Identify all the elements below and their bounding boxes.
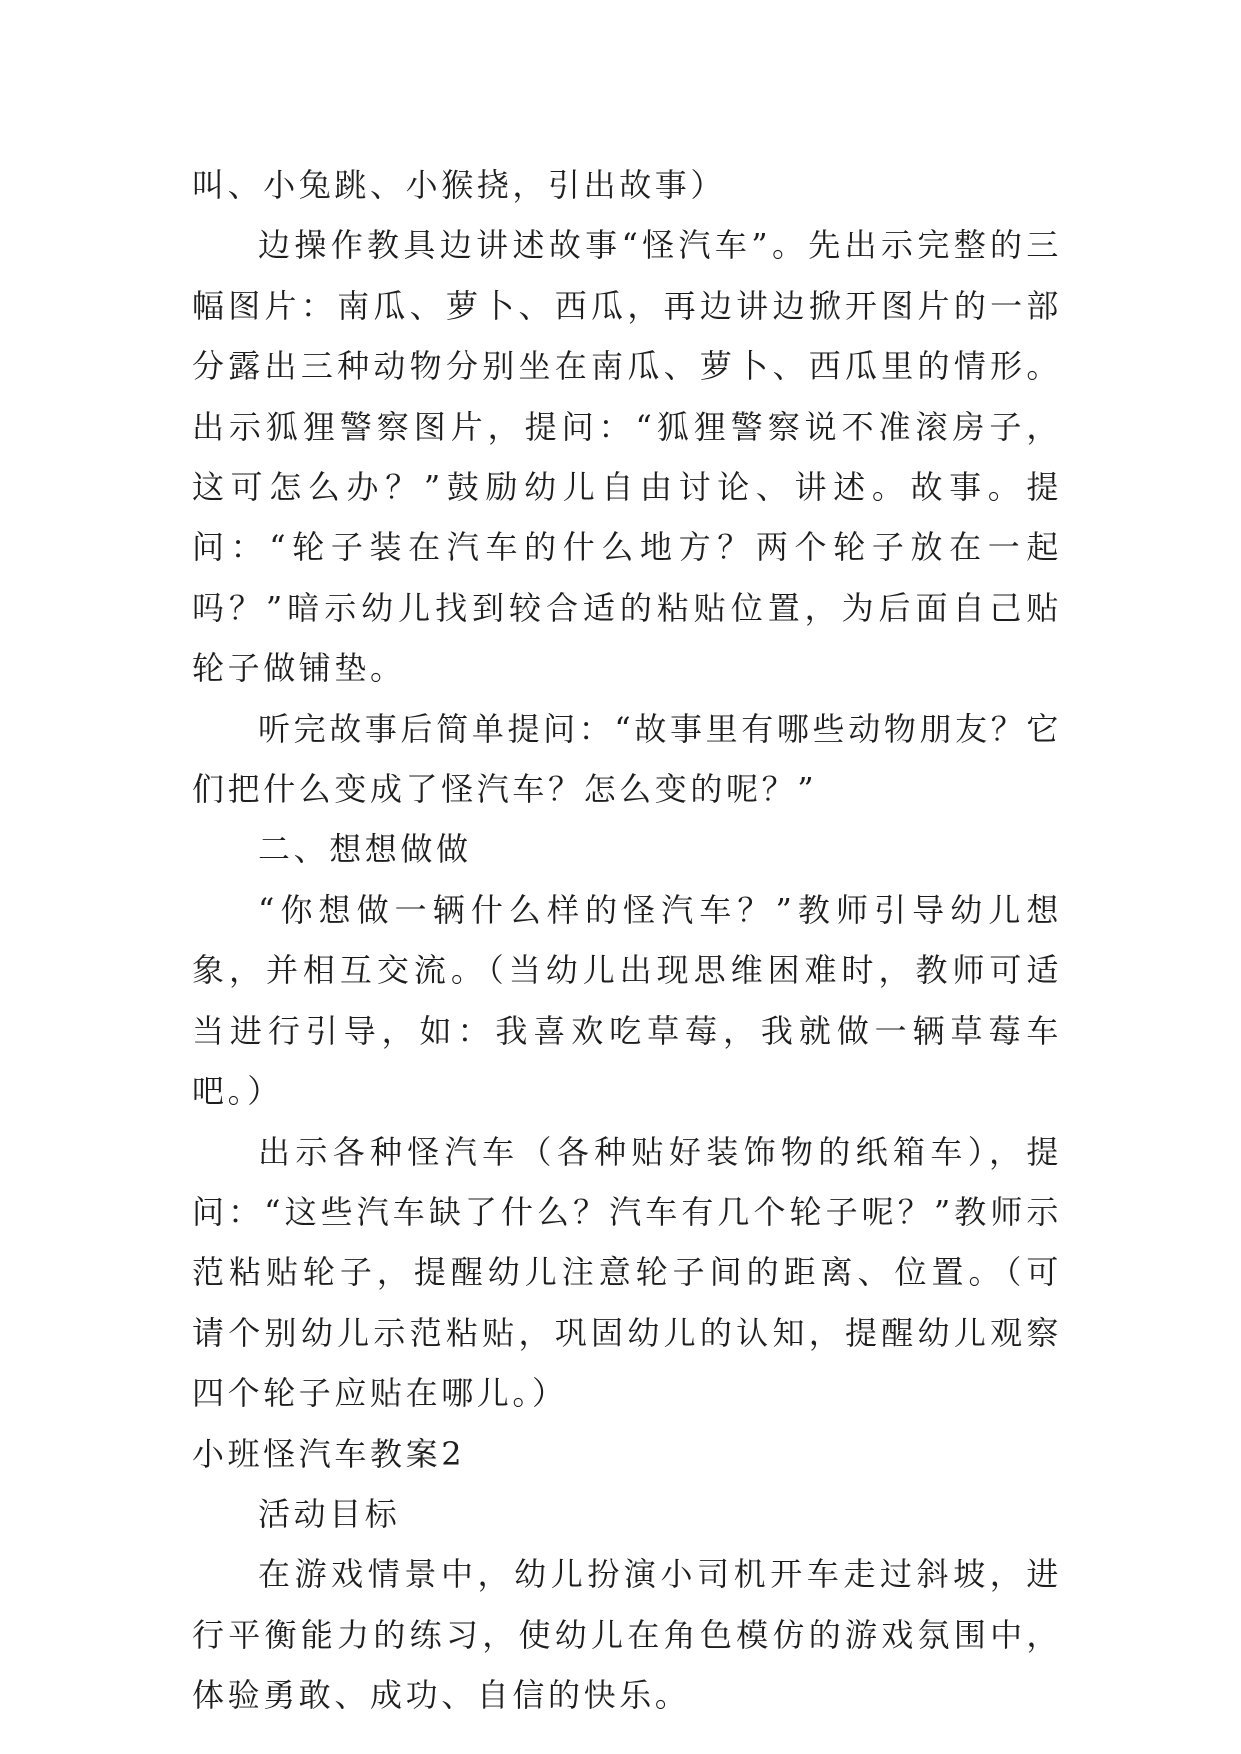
- paragraph-story-telling: 边操作教具边讲述故事“怪汽车”。先出示完整的三幅图片：南瓜、萝卜、西瓜，再边讲边掀开图片的一部分露出三种动物分别坐在南瓜、萝卜、西瓜里的情形。出示狐狸警察图片，提问：“狐狸警察说不准滚房子，这可怎么办？”鼓励幼儿自由讨论、讲述。故事。提问：“轮子装在汽车的什么地方？两个轮子放在一起吗？”暗示幼儿找到较合适的粘贴位置，为后面自己贴轮子做铺垫。: [192, 226, 1062, 688]
- lesson-plan-title: 小班怪汽车教案2: [192, 1434, 466, 1473]
- section-heading-think-and-do: 二、想想做做: [258, 830, 472, 869]
- paragraph-activity-goals: 在游戏情景中，幼儿扮演小司机开车走过斜坡，进行平衡能力的练习，使幼儿在角色模仿的游戏氛围中，体验勇敢、成功、自信的快乐。: [192, 1555, 1062, 1715]
- paragraph-questions: 听完故事后简单提问：“故事里有哪些动物朋友？它们把什么变成了怪汽车？怎么变的呢？”: [192, 709, 1062, 809]
- document-body: [192, 155, 1062, 1726]
- section-heading-activity-goals: 活动目标: [258, 1494, 401, 1533]
- paragraph-show-cars: 出示各种怪汽车（各种贴好装饰物的纸箱车），提问：“这些汽车缺了什么？汽车有几个轮子呢？”教师示范粘贴轮子，提醒幼儿注意轮子间的距离、位置。（可请个别幼儿示范粘贴，巩固幼儿的认知，提醒幼儿观察四个轮子应贴在哪儿。）: [192, 1132, 1062, 1413]
- paragraph-intro-continuation: 叫、小兔跳、小猴挠，引出故事）: [192, 166, 727, 204]
- paragraph-imagine-car: “你想做一辆什么样的怪汽车？”教师引导幼儿想象，并相互交流。（当幼儿出现思维困难时，教师可适当进行引导，如：我喜欢吃草莓，我就做一辆草莓车吧。）: [192, 890, 1062, 1111]
